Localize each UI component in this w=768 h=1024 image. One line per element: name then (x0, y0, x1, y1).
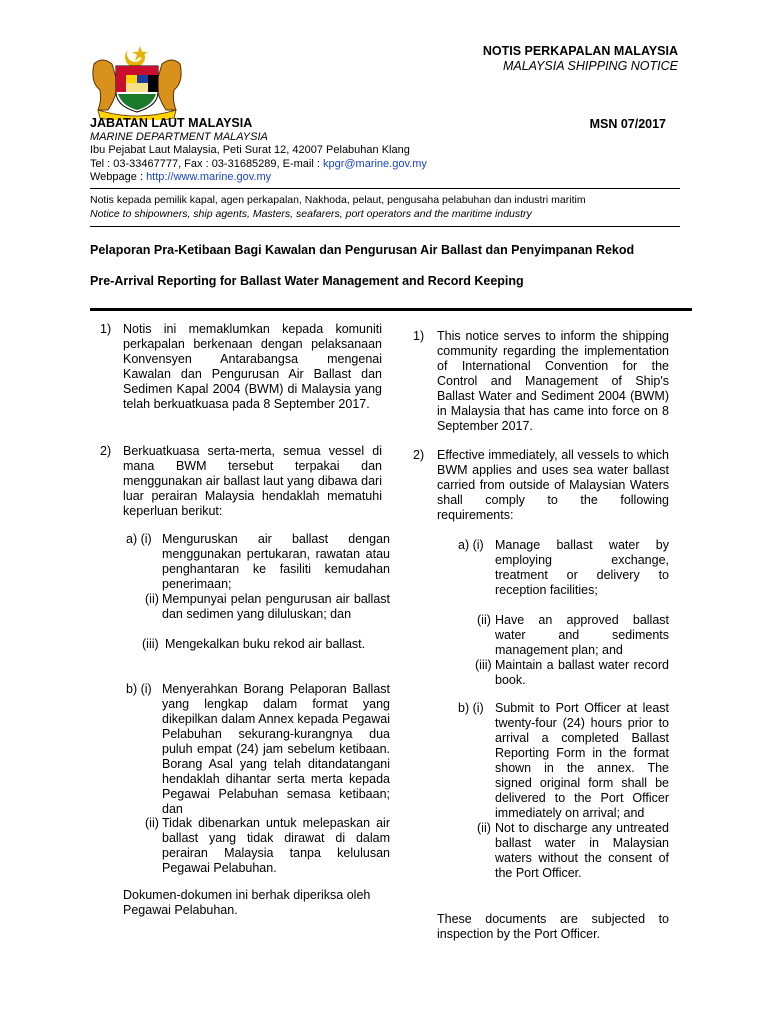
msn-number: MSN 07/2017 (589, 117, 666, 131)
notice-recipients-ms: Notis kepada pemilik kapal, agen perkapalan, Nakhoda, pelaut, pengusaha pelabuhan dan industri maritim (90, 194, 586, 206)
notice-recipients-en: Notice to shipowners, ship agents, Masters, seafarers, port operators and the maritime industry (90, 208, 532, 220)
item-a-iii-label-en: (iii) (475, 658, 492, 672)
item-a-iii-label: (iii) (142, 637, 159, 651)
item-b-i-text-en: Submit to Port Officer at least twenty-four (24) hours prior to arrival a completed Ballast Reporting Form in the format shown in the annex. The signed original form shall be delivered to the Port Officer immediately on arrival; and (495, 701, 669, 820)
contact-text: Tel : 03-33467777, Fax : 03-31685289, E-mail : (90, 157, 323, 170)
item-a-ii-label: (ii) (145, 592, 159, 606)
department-name-en: MARINE DEPARTMENT MALAYSIA (90, 130, 268, 143)
para-1-text-en: This notice serves to inform the shipping community regarding the implementation of International Convention for the Control and Management of Ship's Ballast Water and Sediment 2004 (BWM) in Malaysia that has came into force on 8 September 2017. (437, 329, 669, 433)
para-1-number: 1) (100, 322, 112, 336)
document-title-en: Pre-Arrival Reporting for Ballast Water Management and Record Keeping (90, 274, 524, 288)
item-a-ii-label-en: (ii) (477, 613, 491, 627)
closing-text-en: These documents are subjected to inspection by the Port Officer. (437, 912, 669, 941)
item-a-ii-text-en: Have an approved ballast water and sediments management plan; and (495, 613, 669, 657)
item-b-i-label: b) (i) (126, 682, 152, 696)
department-address: Ibu Pejabat Laut Malaysia, Peti Surat 12, 42007 Pelabuhan Klang (90, 144, 410, 156)
webpage-link[interactable]: http://www.marine.gov.my (146, 171, 272, 183)
item-a-i-text-en: Manage ballast water by employing exchange, treatment or delivery to reception facilities; (495, 538, 669, 597)
para-2-text: Berkuatkuasa serta-merta, semua vessel di mana BWM tersebut terpakai dan menggunakan air ballast laut yang dibawa dari luar perairan Malaysia hendaklah mematuhi keperluan berikut: (123, 444, 382, 518)
item-a-i-label-en: a) (i) (458, 538, 484, 552)
para-2-number-en: 2) (413, 448, 425, 462)
email-link[interactable]: kpgr@marine.gov.my (322, 157, 427, 170)
item-b-ii-label-en: (ii) (477, 821, 491, 835)
para-1-text: Notis ini memaklumkan kepada komuniti perkapalan berkenaan dengan pelaksanaan Konvensyen Antarabangsa mengenai Kawalan dan Pengurusan Air Ballast dan Sedimen Kapal 2004 (BWM) di Malaysia yang telah berkuatkuasa pada 8 September 2017. (123, 322, 382, 411)
item-a-i-label: a) (i) (126, 532, 152, 546)
para-2-text-en: Effective immediately, all vessels to which BWM applies and uses sea water ballast carried from outside of Malaysian Waters shall comply to the following requirements: (437, 448, 669, 522)
item-a-ii-text: Mempunyai pelan pengurusan air ballast dan sedimen yang diluluskan; dan (162, 592, 390, 621)
notice-title-en: MALAYSIA SHIPPING NOTICE (502, 59, 678, 73)
para-1-number-en: 1) (413, 329, 425, 343)
closing-text-ms: Dokumen-dokumen ini berhak diperiksa oleh Pegawai Pelabuhan. (123, 888, 371, 917)
item-b-ii-text: Tidak dibenarkan untuk melepaskan air ballast yang tidak dirawat di dalam perairan Malaysia tanpa kelulusan Pegawai Pelabuhan. (162, 816, 390, 875)
column-malay (90, 0, 400, 1024)
notice-title-ms: NOTIS PERKAPALAN MALAYSIA (482, 44, 678, 58)
item-a-iii-text: Mengekalkan buku rekod air ballast. (165, 637, 366, 651)
item-b-i-text: Menyerahkan Borang Pelaporan Ballast yang lengkap dalam format yang dikepilkan dalam Annex kepada Pegawai Pelabuhan sekurang-kurangnya dua puluh empat (24) jam sebelum ketibaan. Borang Asal yang telah ditandatangani hendaklah dihantar serta merta kepada Pegawai Pelabuhan semasa ketibaan; dan (162, 682, 390, 816)
department-name-ms: JABATAN LAUT MALAYSIA (90, 116, 253, 130)
item-a-iii-text-en: Maintain a ballast water record book. (495, 658, 669, 687)
webpage-label: Webpage : (90, 171, 147, 183)
item-b-i-label-en: b) (i) (458, 701, 484, 715)
document-title-ms: Pelaporan Pra-Ketibaan Bagi Kawalan dan Pengurusan Air Ballast dan Penyimpanan Rekod (90, 243, 635, 257)
item-a-i-text: Menguruskan air ballast dengan menggunakan pertukaran, rawatan atau penghantaran ke fasiliti kemudahan penerimaan; (162, 532, 390, 591)
column-english (400, 0, 700, 1024)
para-2-number: 2) (100, 444, 112, 458)
item-b-ii-label: (ii) (145, 816, 159, 830)
item-b-ii-text-en: Not to discharge any untreated ballast water in Malaysian waters without the consent of the Port Officer. (495, 821, 669, 880)
